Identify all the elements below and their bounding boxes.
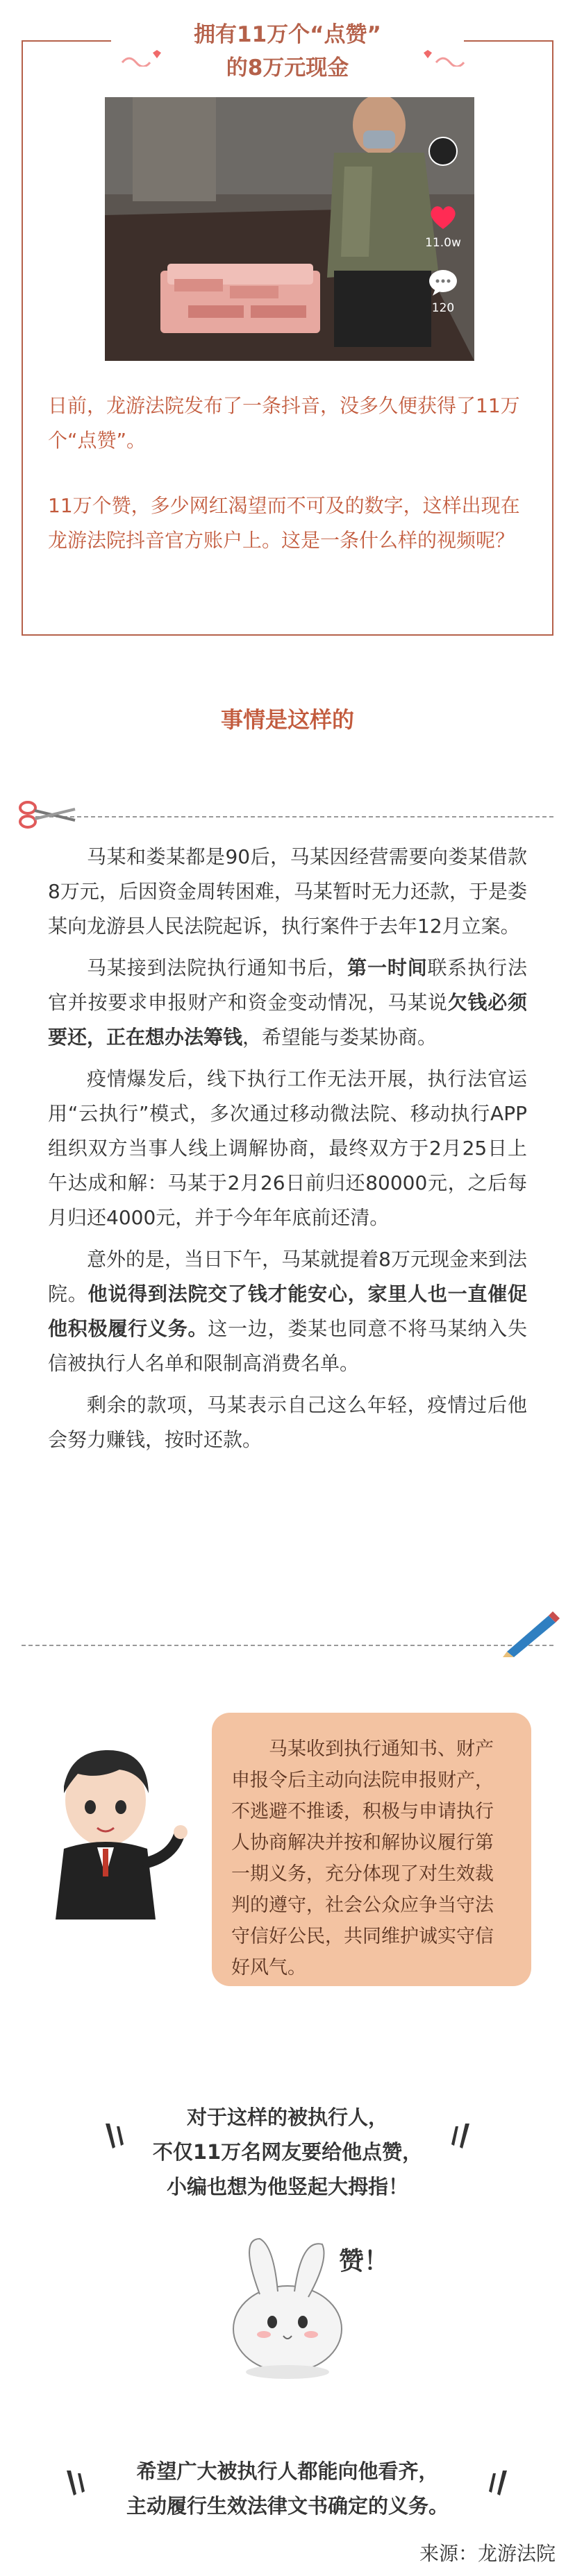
closing-text-2 (0, 2454, 575, 2523)
title-line-1: 拥有11万个“点赞” (194, 22, 381, 47)
intro-paragraph-1: 日前，龙游法院发布了一条抖音，没多久便获得了11万个“点赞”。 (48, 394, 520, 452)
heart-icon[interactable] (427, 201, 459, 233)
judge-cartoon-icon (36, 1738, 189, 1925)
scissors-icon (17, 795, 79, 833)
section-title: 事情是这样的 (220, 706, 354, 733)
story-p2-text-a: 马某接到法院执行通知书后， (87, 956, 348, 979)
closing-line-1: 对于这样的被执行人， (186, 2105, 388, 2129)
decor-wave-left-icon (121, 49, 169, 67)
divider-top (22, 816, 553, 817)
story-p2-text-e: ，希望能与娄某协商。 (242, 1026, 438, 1049)
intro-paragraph-2: 11万个赞，多少网红渴望而不可及的数字，这样出现在龙游法院抖音官方账户上。这是一条什么样的视频呢？ (48, 494, 520, 552)
pen-icon (500, 1609, 560, 1657)
rabbit-speech-text: 赞！ (339, 2247, 390, 2276)
story-p2-bold-b: 第一时间 (347, 956, 428, 979)
source-credit: 来源：龙游法院 (419, 2542, 556, 2565)
title-line-2: 的8万元现金 (226, 56, 349, 80)
intro-text (48, 389, 527, 588)
comment-count: 120 (431, 301, 455, 315)
story-paragraph-3: 疫情爆发后，线下执行工作无法开展，执行法官运用“云执行”模式，多次通过移动微法院、移动执行APP组织双方当事人线上调解协商，最终双方于2月25日上午达成和解：马某于2月26日前归还80000元，之后每月归还4000元，并于今年年底前还清。 (48, 1067, 527, 1229)
story-p2-text-c: 联系执行法官并按要求申报财产和资金变动情况，马某说 (48, 956, 527, 1014)
story-paragraph-4 (48, 1242, 527, 1381)
story-p2-bold-d: 欠钱必须要还，正在想办法筹钱 (48, 991, 527, 1049)
closing-line-2: 不仅11万名网友要给他点赞， (152, 2140, 423, 2164)
closing-text-1 (0, 2100, 575, 2204)
closing-line-5: 主动履行生效法律文书确定的义务。 (126, 2494, 449, 2518)
story-p4-text-c: 这一边，娄某也同意不将马某纳入失信被执行人名单和限制高消费名单。 (48, 1317, 527, 1375)
divider-bottom (22, 1645, 553, 1646)
story-paragraph-5: 剩余的款项，马某表示自己这么年轻，疫情过后他会努力赚钱，按时还款。 (48, 1393, 527, 1451)
like-count: 11.0w (425, 236, 461, 250)
story-p4-bold-b: 他说得到法院交了钱才能安心，家里人也一直催促他积极履行义务。 (48, 1282, 527, 1340)
comment-icon[interactable] (427, 268, 459, 297)
closing-line-3: 小编也想为他竖起大拇指！ (166, 2175, 408, 2198)
story-paragraph-1: 马某和娄某都是90后，马某因经营需要向娄某借款8万元，后因资金周转困难，马某暂时无力还款，于是娄某向龙游县人民法院起诉，执行案件于去年12月立案。 (48, 845, 527, 938)
decor-wave-right-icon (417, 49, 465, 67)
story-body (48, 840, 527, 1464)
story-p4-text-a: 意外的是，当日下午，马某就提着8万元现金来到法院。 (48, 1248, 527, 1305)
comment-bubble: 马某收到执行通知书、财产申报令后主动向法院申报财产，不逃避不推诿，积极与申请执行人协商解决并按和解协议履行第一期义务，充分体现了对生效裁判的遵守，社会公众应争当守法守信好公民，共同维护诚实守信好风气。 (212, 1713, 531, 1986)
story-paragraph-2 (48, 951, 527, 1055)
video-scene-image (105, 97, 474, 361)
closing-line-4: 希望广大被执行人都能向他看齐， (136, 2459, 439, 2483)
video-screenshot[interactable] (105, 97, 474, 361)
